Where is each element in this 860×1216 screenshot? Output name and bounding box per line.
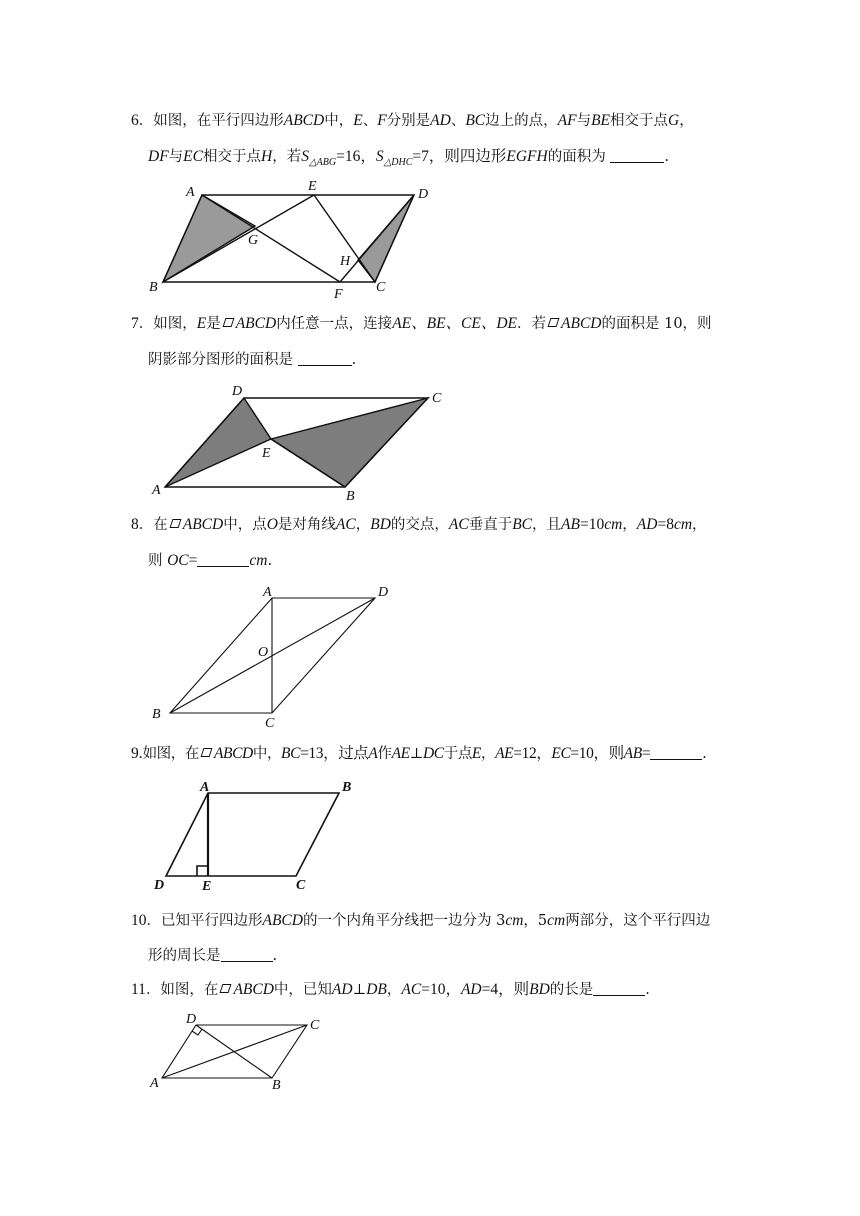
q6-number: 6: [131, 112, 139, 129]
q11-text: =10，: [421, 981, 461, 998]
parallelogram-abcd: [166, 793, 339, 876]
q7-text: 是: [206, 316, 221, 332]
q6-var: H: [260, 148, 273, 165]
label-q8: O: [258, 645, 269, 660]
q8-var: BC: [512, 516, 533, 533]
q10-text: 的一个内角平分线把一边分为 3: [302, 913, 506, 929]
q6-text: ．如图，在平行四边形: [138, 113, 284, 129]
q11-var: BD: [529, 981, 550, 998]
label-q6: F: [334, 287, 343, 302]
label-q6: G: [248, 233, 259, 248]
q6-text: ，: [679, 113, 694, 129]
label-q8: D: [378, 585, 389, 600]
q11-var: AC: [401, 981, 422, 998]
label-q11: C: [310, 1018, 320, 1033]
q6-var: G: [668, 112, 680, 129]
q6-text: 与: [576, 113, 592, 129]
q8-text: ．在: [138, 517, 168, 533]
q6-var: S: [301, 148, 309, 165]
q10-unit: cm: [547, 912, 566, 929]
q6-var: BC: [465, 112, 486, 129]
q6-var: AD: [430, 112, 451, 129]
q10-text: ，5: [523, 913, 548, 929]
figure-q11: [162, 1025, 307, 1078]
q6-text: .: [664, 149, 669, 165]
label-q6: A: [186, 185, 195, 200]
q9-text: ，: [481, 746, 496, 762]
figure-q6: [163, 195, 414, 282]
figure-q8: [170, 598, 375, 713]
q8-var: AC: [448, 516, 469, 533]
label-q9: E: [202, 879, 212, 894]
q8-text: ，: [355, 517, 371, 533]
figure-q7: [165, 398, 428, 487]
q9-var: AE: [391, 745, 410, 762]
label-q11: B: [272, 1078, 281, 1093]
q6-var: BE: [591, 112, 611, 129]
q6-var: AF: [557, 112, 577, 129]
q8-text: 中，点: [223, 517, 267, 533]
q7-var: AE、BE、CE、DE: [392, 315, 518, 332]
q9-text: =: [641, 745, 651, 762]
q8-text: ，: [692, 517, 707, 533]
q6-text: 中，: [324, 113, 354, 129]
q7-text: .: [351, 352, 357, 368]
label-q7: C: [432, 391, 442, 406]
q6-text: 边上的点，: [485, 113, 558, 129]
diagonal-bd: [196, 1025, 272, 1078]
q8-text: =8: [657, 516, 674, 533]
q10-number: 10: [131, 912, 147, 929]
q6-text: 相交于点: [202, 149, 261, 165]
q10-var: ABCD: [262, 912, 303, 929]
q8-var: O: [266, 516, 278, 533]
q6-text: ，若: [272, 149, 302, 165]
q8-text: 则: [148, 553, 163, 569]
shaded-triangle-bce: [271, 398, 428, 487]
q6-subscript: △ABG: [308, 156, 337, 168]
q6-var: DF: [148, 148, 169, 165]
label-q11: A: [150, 1076, 159, 1091]
q6-text: 、: [450, 113, 466, 129]
q9-number: 9: [131, 745, 139, 762]
q8-var: AD: [636, 516, 658, 533]
q11-text: ，: [386, 982, 402, 998]
label-q6: D: [418, 187, 429, 202]
q10-text: 两部分，这个平行四边: [565, 913, 711, 929]
q8-unit: cm: [673, 516, 693, 533]
q6-var: EGFH: [506, 148, 548, 165]
label-q6: E: [308, 179, 317, 194]
q6-var: F: [377, 112, 387, 129]
q8-text: .: [267, 553, 273, 569]
label-q7: A: [152, 483, 161, 498]
q8-unit: cm: [604, 516, 623, 533]
q9-text: ⊥: [409, 746, 423, 762]
q7-text: 阴影部分图形的面积是: [148, 352, 293, 368]
q9-text: =10，则: [570, 745, 624, 762]
q6-var: ABCD: [283, 112, 325, 129]
label-q9: B: [342, 780, 352, 795]
q10-text: .: [272, 948, 278, 964]
q11-text: 的长是: [549, 982, 594, 998]
label-q7: B: [346, 489, 355, 504]
q6-var: E: [353, 112, 363, 129]
q7-var: ABCD: [561, 315, 602, 332]
label-q7: D: [232, 384, 243, 399]
q8-text: ，: [622, 517, 637, 533]
q8-var: AB: [561, 516, 580, 533]
q9-text: 于点: [443, 746, 472, 762]
q11-text: ．如图，在: [145, 982, 219, 998]
q7-text: ．如图，: [138, 316, 197, 332]
label-q7: E: [262, 446, 271, 461]
figure-q9: [166, 793, 339, 876]
q6-var: S: [375, 148, 384, 165]
q9-var: AE: [495, 745, 514, 762]
label-q8: B: [152, 707, 161, 722]
q11-var: AD: [460, 981, 482, 998]
label-q8: C: [265, 716, 275, 731]
shaded-triangle-ade: [165, 398, 271, 487]
q7-text: ．若: [517, 316, 547, 332]
q7-text: 内任意一点，连接: [276, 316, 393, 332]
q9-var: EC: [551, 745, 571, 762]
q9-var: BC: [281, 745, 301, 762]
q11-text: ⊥: [352, 982, 367, 998]
q10-text: 形的周长是: [148, 948, 221, 964]
q8-unit: cm: [249, 552, 268, 569]
label-q11: D: [186, 1012, 197, 1027]
q9-var: DC: [422, 745, 444, 762]
q9-text: 作: [377, 746, 392, 762]
q9-var: A: [368, 745, 378, 762]
q8-text: 垂直于: [468, 517, 513, 533]
q6-text: 与: [168, 149, 184, 165]
q8-text: =10: [579, 516, 605, 533]
q9-var: ABCD: [213, 745, 253, 762]
label-q9: D: [154, 878, 165, 893]
q11-text: 中，已知: [273, 982, 332, 998]
q7-text: 的面积是 10，则: [601, 316, 712, 332]
q7-var: ABCD: [235, 315, 277, 332]
label-q8: A: [263, 585, 272, 600]
q8-number: 8: [131, 516, 139, 533]
q11-text: .: [645, 982, 650, 998]
q8-text: 是对角线: [277, 517, 336, 533]
shaded-triangle-abg: [163, 195, 255, 282]
q6-text: 、: [362, 113, 378, 129]
q9-text: =13，过点: [300, 745, 369, 762]
label-q6: B: [149, 280, 158, 295]
label-q6: C: [376, 280, 386, 295]
q11-var: DB: [366, 981, 387, 998]
label-q9: C: [296, 878, 306, 893]
label-q9: A: [200, 780, 210, 795]
q10-unit: cm: [505, 912, 524, 929]
q11-number: 11: [131, 981, 146, 998]
q7-var: E: [196, 315, 207, 332]
q6-text: 分别是: [386, 113, 431, 129]
q9-text: .如图，在: [138, 746, 199, 762]
q6-text: 相交于点: [610, 113, 669, 129]
q11-var: ABCD: [233, 981, 274, 998]
q8-var: ABCD: [182, 516, 224, 533]
q10-text: ．已知平行四边形: [146, 913, 263, 929]
q6-text: 的面积为: [547, 149, 606, 165]
q6-text: =7，则四边形: [412, 148, 507, 165]
q11-var: AD: [331, 981, 353, 998]
q9-var: AB: [623, 745, 642, 762]
q8-text: ，且: [532, 517, 562, 533]
q6-text: =16，: [336, 148, 376, 165]
q9-var: E: [471, 745, 481, 762]
q7-number: 7: [131, 315, 139, 332]
right-angle-mark: [197, 866, 208, 876]
q11-text: =4，则: [481, 981, 530, 998]
q9-text: .: [702, 746, 707, 762]
q8-var: OC: [167, 552, 189, 569]
figure-q9-labels: [153, 780, 351, 894]
q8-var: BD: [370, 516, 391, 533]
q8-var: AC: [335, 516, 356, 533]
q6-subscript: △DHC: [383, 156, 413, 168]
q9-text: =12，: [513, 745, 552, 762]
label-q6: H: [340, 254, 351, 269]
figure-q8-labels: [152, 585, 388, 731]
q8-text: 的交点，: [390, 517, 449, 533]
q8-text: =: [188, 552, 198, 569]
q6-var: EC: [183, 148, 203, 165]
q9-text: 中，: [252, 746, 282, 762]
